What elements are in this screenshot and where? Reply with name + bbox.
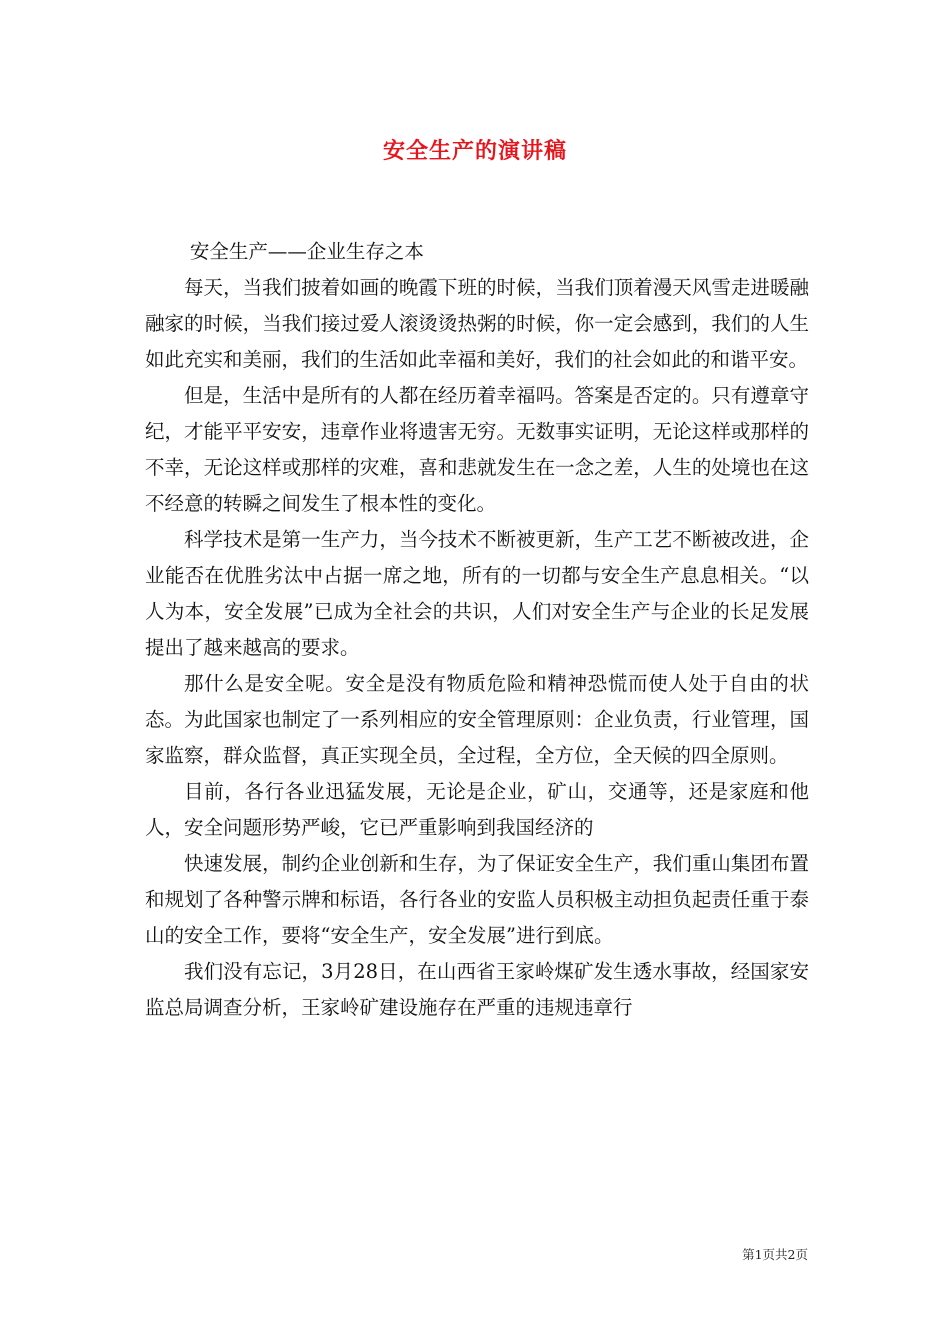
paragraph: 科学技术是第一生产力，当今技术不断被更新，生产工艺不断被改进，企业能否在优胜劣汰中占据一席之地，所有的一切都与安全生产息息相关。“以人为本，安全发展”已成为全社会的共识，人们对安全生产与企业的长足发展提出了越来越高的要求。: [145, 528, 809, 659]
page-number: 第1页共2页: [742, 1247, 808, 1262]
paragraph: 快速发展，制约企业创新和生存，为了保证安全生产，我们重山集团布置和规划了各种警示牌和标语，各行各业的安监人员积极主动担负起责任重于泰山的安全工作，要将“安全生产，安全发展”进行到底。: [145, 852, 809, 947]
document-body: [145, 234, 809, 1026]
paragraph: 目前，各行各业迅猛发展，无论是企业，矿山，交通等，还是家庭和他人，安全问题形势严峻，它已严重影响到我国经济的: [145, 780, 809, 839]
document-subtitle: 安全生产——企业生存之本: [189, 240, 424, 263]
paragraph: 每天，当我们披着如画的晚霞下班的时候，当我们顶着漫天风雪走进暖融融家的时候，当我们接过爱人滚烫烫热粥的时候，你一定会感到，我们的人生如此充实和美丽，我们的生活如此幸福和美好，我们的社会如此的和谐平安。: [145, 276, 809, 371]
paragraph: 但是，生活中是所有的人都在经历着幸福吗。答案是否定的。只有遵章守纪，才能平平安安，违章作业将遗害无穷。无数事实证明，无论这样或那样的不幸，无论这样或那样的灾难，喜和悲就发生在一念之差，人生的处境也在这不经意的转瞬之间发生了根本性的变化。: [145, 384, 809, 515]
paragraph: 那什么是安全呢。安全是没有物质危险和精神恐慌而使人处于自由的状态。为此国家也制定了一系列相应的安全管理原则：企业负责，行业管理，国家监察，群众监督，真正实现全员，全过程，全方位，全天候的四全原则。: [145, 672, 809, 767]
paragraph: 我们没有忘记，3月28日，在山西省王家岭煤矿发生透水事故，经国家安监总局调查分析，王家岭矿建设施存在严重的违规违章行: [145, 960, 809, 1019]
document-title: 安全生产的演讲稿: [382, 138, 567, 164]
